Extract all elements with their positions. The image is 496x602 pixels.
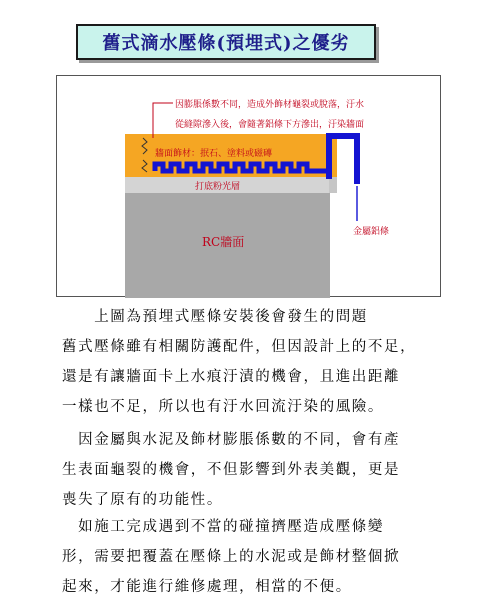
wall-label: RC牆面 xyxy=(202,235,245,249)
paragraph-3 xyxy=(62,512,442,602)
callout-leader xyxy=(153,103,173,138)
callout-line-1: 因膨脹係數不同，造成外飾材龜裂或脫落，汙水 xyxy=(175,100,365,110)
paragraph-line: 喪失了原有的功能性。 xyxy=(62,492,223,508)
page-title: 舊式滴水壓條(預埋式)之優劣 xyxy=(102,33,350,54)
paragraph-line: 起來，才能進行維修處理，相當的不便。 xyxy=(62,579,352,595)
wall-section-diagram xyxy=(56,75,441,297)
paragraph-line: 上圖為預埋式壓條安裝後會發生的問題 xyxy=(62,309,368,325)
paragraph-line: 還是有讓牆面卡上水痕汙漬的機會，且進出距離 xyxy=(62,369,401,385)
plaster-label: 打底粉光層 xyxy=(195,182,241,192)
paragraph-line: 生表面龜裂的機會，不但影響到外表美觀，更是 xyxy=(62,462,401,478)
paragraph-2 xyxy=(62,425,442,515)
paragraph-line: 形，需要把覆蓋在壓條上的水泥或是飾材整個掀 xyxy=(62,549,401,565)
paragraph-line: 因金屬與水泥及飾材膨脹係數的不同，會有產 xyxy=(62,432,401,448)
finish-label: 牆面飾材：抿石、塗料或磁磚 xyxy=(155,149,273,159)
paragraph-line: 舊式壓條雖有相關防護配件，但因設計上的不足， xyxy=(62,339,417,355)
callout-line-2: 從縫隙滲入後，會隨著鋁條下方滲出，汙染牆面 xyxy=(175,120,365,130)
diagram-svg xyxy=(57,76,442,298)
paragraph-line: 如施工完成遇到不當的碰撞擠壓造成壓條變 xyxy=(62,519,384,535)
aluminum-label: 金屬鋁條 xyxy=(353,227,390,237)
plaster-edge xyxy=(329,177,337,193)
title-box xyxy=(76,24,376,60)
paragraph-1 xyxy=(62,302,442,422)
paragraph-line: 一樣也不足，所以也有汙水回流汙染的風險。 xyxy=(62,399,384,415)
